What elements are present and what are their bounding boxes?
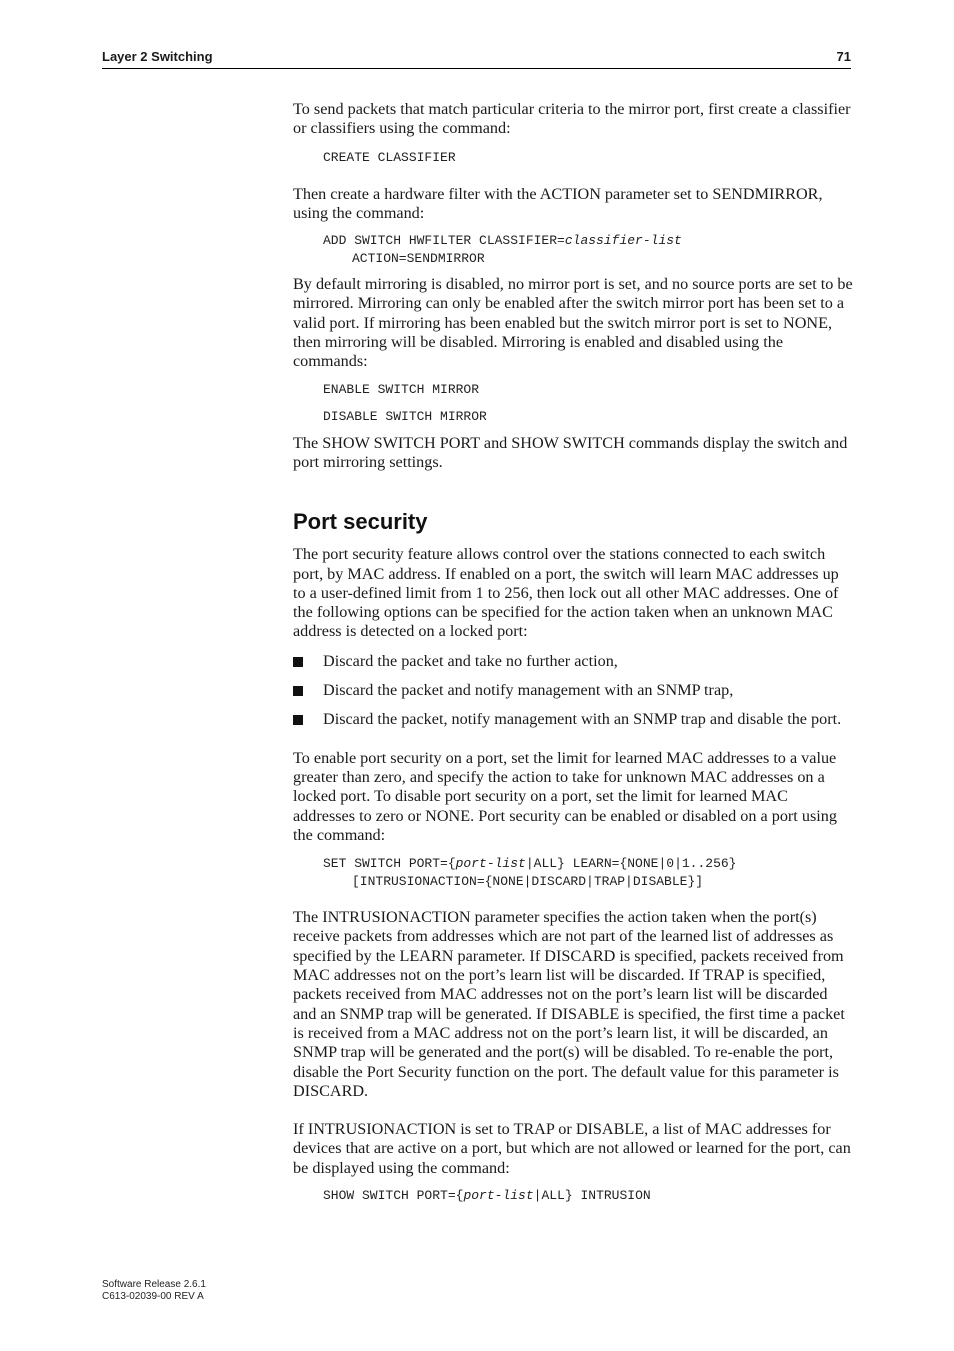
list-item-text: Discard the packet and notify management with an SNMP trap, [323,681,734,700]
code-block [323,149,853,167]
page-number: 71 [836,49,851,64]
paragraph: By default mirroring is disabled, no mirror port is set, and no source ports are set to be mirrored. Mirroring can only be enabled after the switch mirror port has been set to a valid port. If mirroring has been enabled but the switch mirror port is set to NONE, then mirroring will be disabled. Mirroring is enabled and disabled using the commands: [293,275,853,371]
square-bullet-icon [293,715,303,725]
code-block [323,1187,853,1205]
bullet-list [293,652,853,730]
list-item [293,710,853,729]
paragraph: The INTRUSIONACTION parameter specifies the action taken when the port(s) receive packets from addresses which are not part of the learned list of addresses as specified by the LEARN parameter. If DISCARD is specified, packets received from MAC addresses not on the port’s learn list will be discarded. If TRAP is specified, packets received from MAC addresses not on the port’s learn list will be discarded and an SNMP trap will be generated. If DISABLE is specified, the first time a packet is received from a MAC address not on the port’s learn list, it will be discarded, an SNMP trap will be generated and the port(s) will be disabled. To re-enable the port, disable the Port Security function on the port. The default value for this parameter is DISCARD. [293,908,845,1100]
code-block [323,381,853,399]
paragraph: If INTRUSIONACTION is set to TRAP or DISABLE, a list of MAC addresses for devices that are active on a port, but which are not allowed or learned for the port, can be displayed using the command: [293,1120,851,1177]
page-body [293,100,853,1205]
document-id: C613-02039-00 REV A [102,1291,204,1302]
list-item [293,652,853,671]
code-block [323,232,853,268]
list-item-text: Discard the packet, notify management with an SNMP trap and disable the port. [323,710,842,729]
paragraph: The SHOW SWITCH PORT and SHOW SWITCH commands display the switch and port mirroring settings. [293,433,848,471]
list-item-text: Discard the packet and take no further action, [323,651,618,670]
software-release: Software Release 2.6.1 [102,1279,206,1290]
command-text: ADD SWITCH HWFILTER CLASSIFIER= [323,233,565,249]
square-bullet-icon [293,686,303,696]
command-text: |ALL} LEARN={NONE|0|1..256} [525,856,737,872]
header-section-title: Layer 2 Switching [102,49,213,64]
code-block [323,408,853,426]
list-item [293,681,853,700]
command-text: |ALL} INTRUSION [533,1187,651,1203]
code-block [323,855,853,891]
command-continuation: [INTRUSIONACTION={NONE|DISCARD|TRAP|DISABLE}] [352,874,704,890]
paragraph: The port security feature allows control over the stations connected to each switch port, by MAC address. If enabled on a port, the switch will learn MAC addresses up to a user-defined limit from 1 to 256, then lock out all other MAC addresses. One of the following options can be specified for the action taken when an unknown MAC address is detected on a locked port: [293,545,839,641]
paragraph: To enable port security on a port, set the limit for learned MAC addresses to a value greater than zero, and specify the action to take for unknown MAC addresses on a locked port. To disable port security on a port, set the limit for learned MAC addresses to zero or NONE. Port security can be enabled or disabled on a port using the command: [293,748,837,844]
square-bullet-icon [293,657,303,667]
command-text: ENABLE SWITCH MIRROR [323,381,480,397]
page-header [102,48,851,69]
paragraph: Then create a hardware filter with the ACTION parameter set to SENDMIRROR, using the command: [293,184,823,222]
command-text: DISABLE SWITCH MIRROR [323,408,487,424]
command-continuation: ACTION=SENDMIRROR [352,251,485,267]
command-text: SHOW SWITCH PORT={ [323,1187,464,1203]
paragraph: To send packets that match particular criteria to the mirror port, first create a classifier or classifiers using the command: [293,100,851,138]
command-text: SET SWITCH PORT={ [323,856,456,872]
page-footer [102,1279,206,1303]
section-heading: Port security [293,509,428,535]
command-text: CREATE CLASSIFIER [323,149,456,165]
command-parameter: classifier-list [564,233,682,249]
command-parameter: port-list [455,856,526,872]
command-parameter: port-list [463,1187,534,1203]
